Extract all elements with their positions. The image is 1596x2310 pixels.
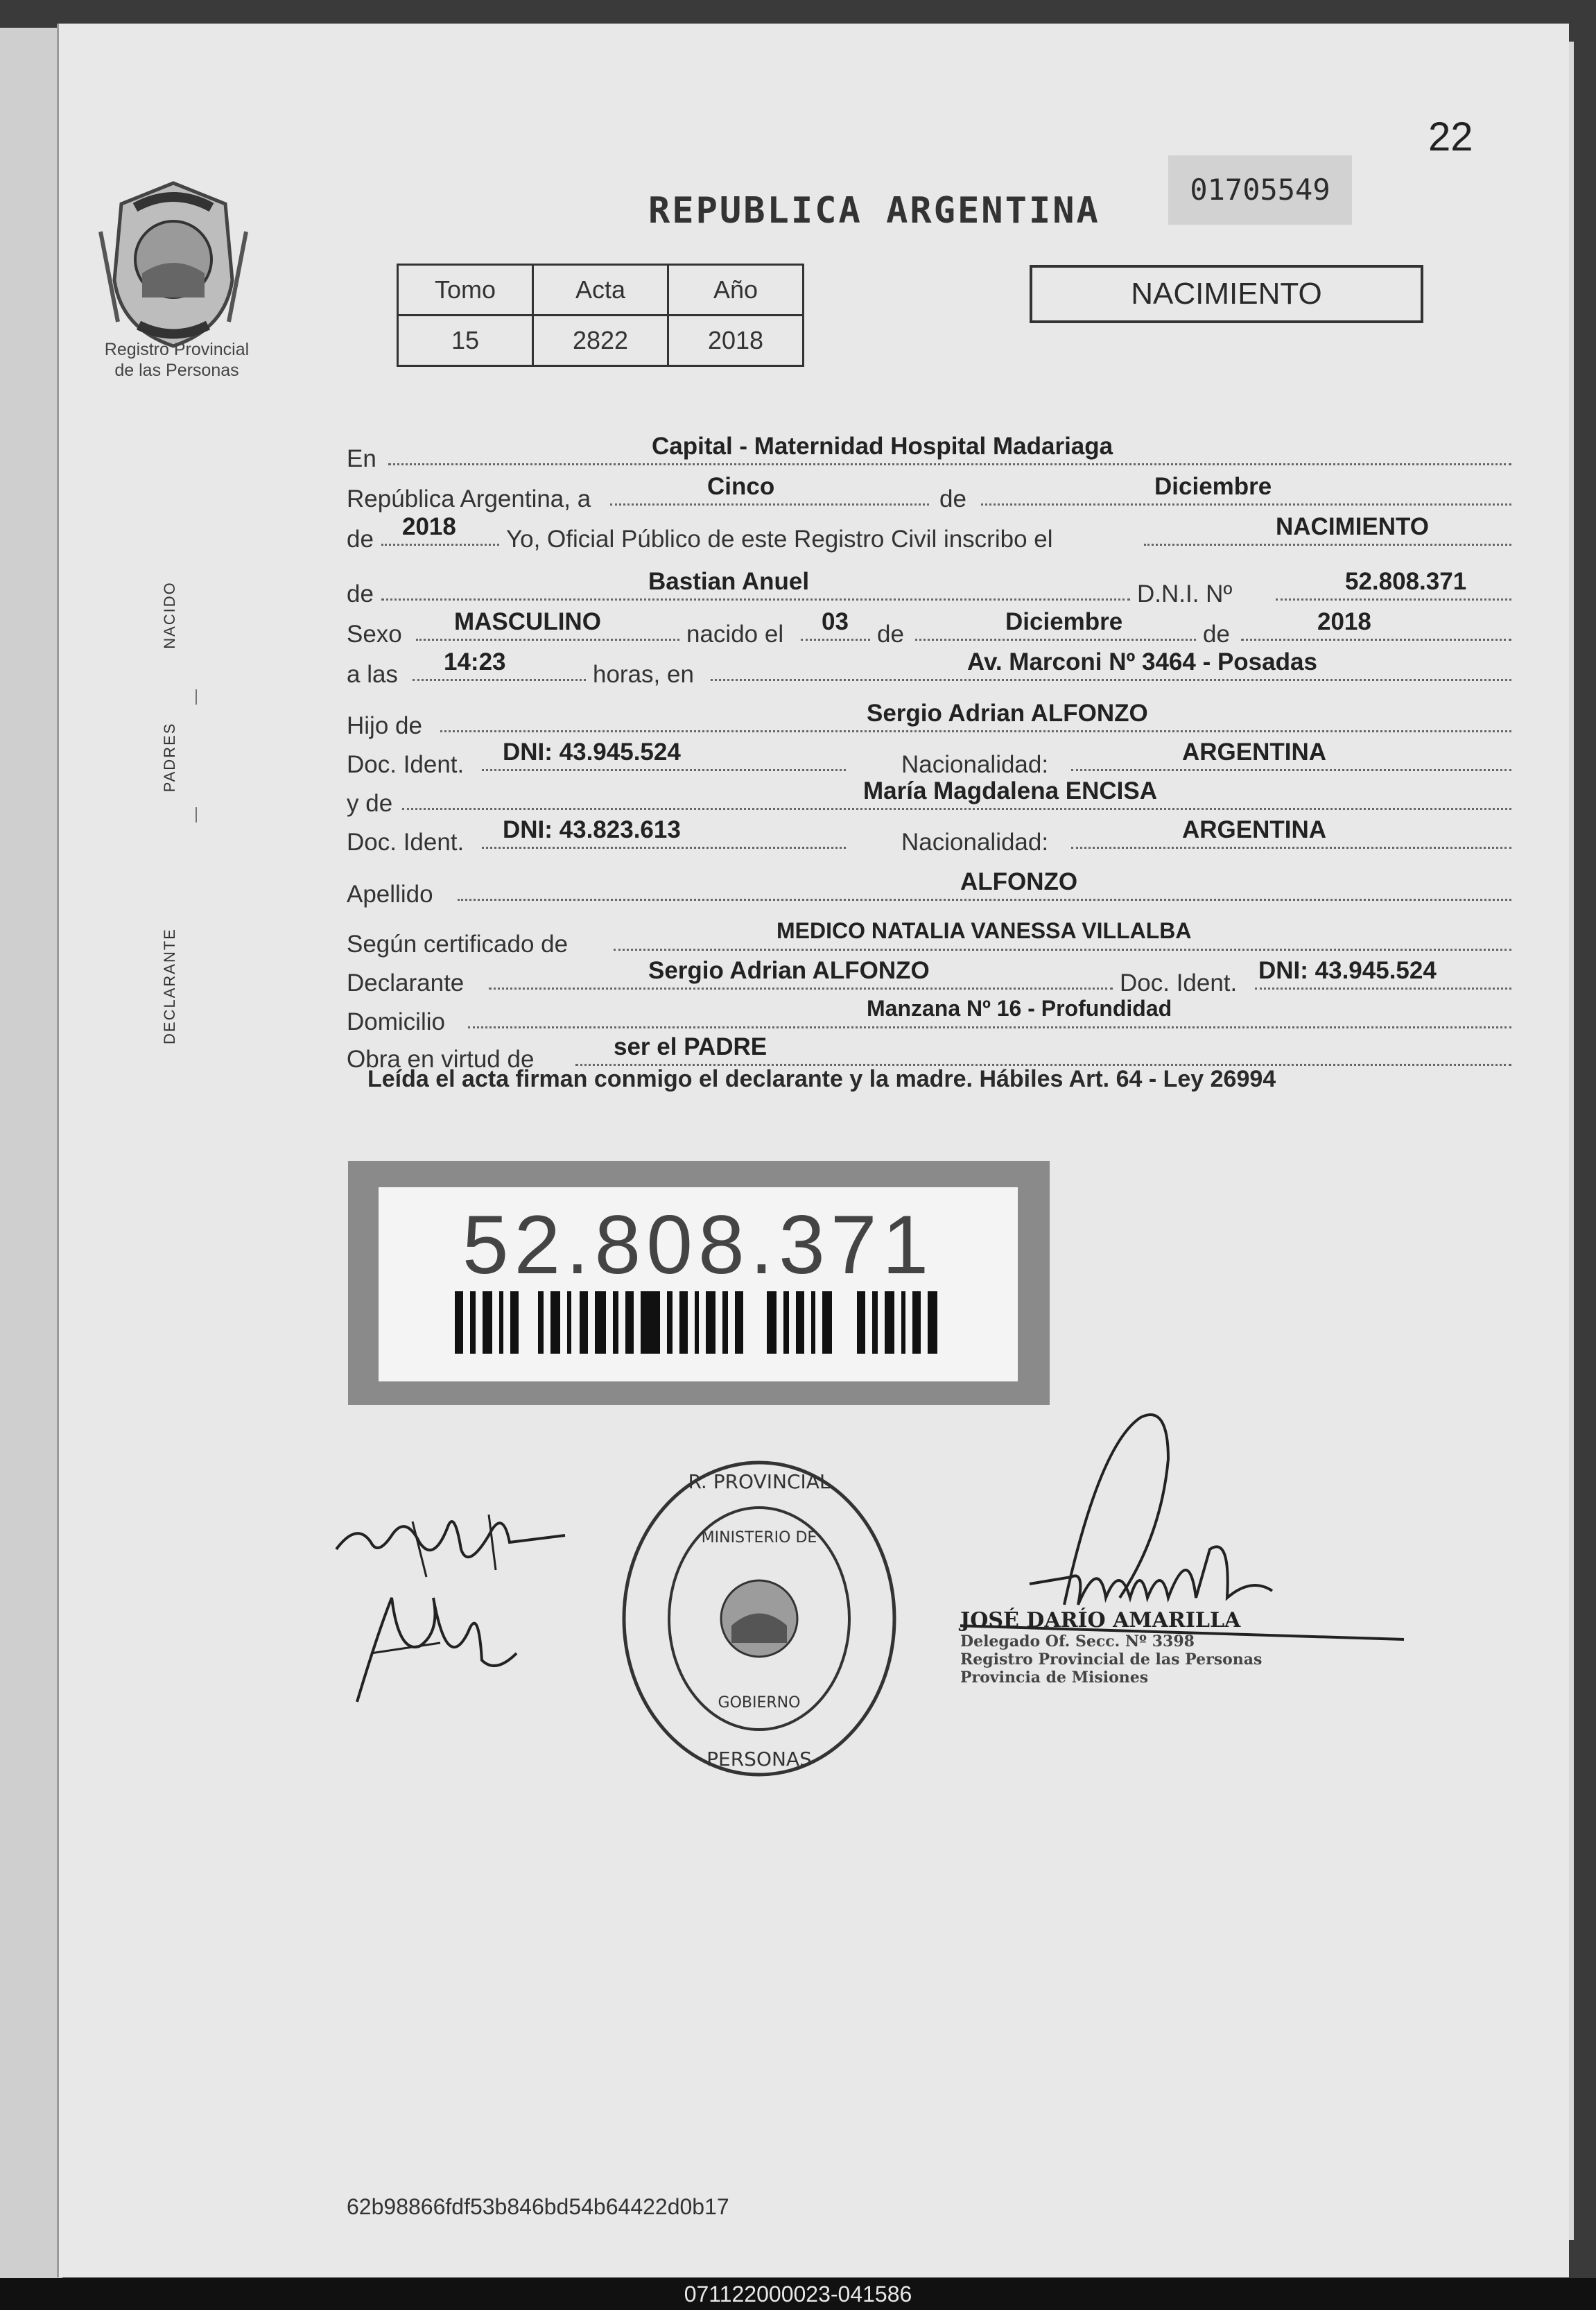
- section-label-nacido: NACIDO: [161, 581, 178, 649]
- section-divider: [196, 807, 197, 822]
- row-madre-doc: [347, 816, 1525, 858]
- value-anio-inscripcion: 2018: [402, 513, 456, 540]
- value-lugar: Capital - Maternidad Hospital Madariaga: [652, 433, 1113, 460]
- dotted-line: [489, 988, 1113, 990]
- label-dni: D.N.I. Nº: [1137, 580, 1233, 607]
- official-title: Delegado Of. Secc. Nº 3398: [960, 1632, 1195, 1650]
- value-certificado: MEDICO NATALIA VANESSA VILLALBA: [777, 918, 1192, 943]
- row-hora-lugar: [347, 648, 1525, 690]
- row-lugar: [347, 433, 1525, 474]
- document-page: [57, 24, 1569, 2277]
- dotted-line: [416, 639, 679, 641]
- official-seal-icon: [614, 1452, 905, 1785]
- official-name: JOSÉ DARÍO AMARILLA: [960, 1608, 1241, 1632]
- dotted-line: [381, 598, 1130, 601]
- official-block: [960, 1608, 1262, 1687]
- value-dni: 52.808.371: [1345, 568, 1467, 595]
- row-fecha-inscripcion: [347, 473, 1525, 515]
- register-table-values: [398, 316, 804, 366]
- book-left-edge: [0, 28, 62, 2282]
- label-horas-en: horas, en: [593, 661, 694, 688]
- label-de: de: [347, 580, 374, 607]
- act-type-box: NACIMIENTO: [1030, 265, 1423, 323]
- label-y-de: y de: [347, 790, 393, 817]
- row-nombre: [347, 568, 1525, 610]
- row-padre-doc: [347, 739, 1525, 780]
- value-padre-dni: DNI: 43.945.524: [503, 739, 681, 766]
- dni-barcode-sticker: [348, 1161, 1050, 1405]
- value-anio: 2018: [668, 316, 804, 366]
- value-tipo-acta: NACIMIENTO: [1276, 513, 1430, 540]
- dotted-line: [1144, 544, 1511, 546]
- row-apellido: [347, 868, 1525, 910]
- dotted-line: [458, 899, 1511, 901]
- serial-number: 01705549: [1168, 155, 1352, 225]
- header-acta: Acta: [533, 265, 668, 316]
- label-yo-oficial: Yo, Oficial Público de este Registro Civil inscribo el: [506, 526, 1053, 553]
- registry-caption-line2: de las Personas: [114, 361, 239, 380]
- label-hijo-de: Hijo de: [347, 712, 422, 739]
- official-office: Registro Provincial de las Personas: [960, 1650, 1263, 1669]
- bottom-code: 071122000023-041586: [684, 2282, 912, 2307]
- section-divider: [196, 689, 197, 705]
- dotted-line: [1071, 847, 1511, 849]
- barcode-icon: [455, 1291, 940, 1354]
- value-padre: Sergio Adrian ALFONZO: [867, 700, 1148, 727]
- value-lugar-nacimiento: Av. Marconi Nº 3464 - Posadas: [967, 648, 1317, 675]
- label-a-las: a las: [347, 661, 398, 688]
- value-madre-dni: DNI: 43.823.613: [503, 816, 681, 843]
- label-nacionalidad: Nacionalidad:: [901, 829, 1049, 856]
- value-madre: María Magdalena ENCISA: [863, 777, 1157, 804]
- register-table-header: [398, 265, 804, 316]
- label-doc-ident: Doc. Ident.: [1120, 969, 1238, 997]
- dotted-line: [482, 847, 846, 849]
- value-dia-inscripcion: Cinco: [707, 473, 775, 500]
- section-label-padres: PADRES: [161, 722, 178, 793]
- document-hash: 62b98866fdf53b846bd54b64422d0b17: [347, 2194, 729, 2219]
- registry-caption-line1: Registro Provincial: [104, 340, 250, 359]
- dotted-line: [614, 949, 1511, 951]
- dotted-line: [1071, 769, 1511, 771]
- label-de: de: [1203, 621, 1230, 648]
- label-declarante: Declarante: [347, 969, 465, 997]
- row-domicilio: [347, 996, 1525, 1037]
- declarant-signature-icon: [329, 1494, 579, 1716]
- value-virtud: ser el PADRE: [614, 1033, 767, 1060]
- label-nacionalidad: Nacionalidad:: [901, 751, 1049, 778]
- seal-text: PERSONAS: [706, 1748, 812, 1770]
- seal-text: R. PROVINCIAL: [688, 1470, 831, 1493]
- dotted-line: [402, 808, 1511, 810]
- seal-inner-text: MINISTERIO DE: [701, 1529, 817, 1546]
- label-de: de: [347, 526, 374, 553]
- dotted-line: [482, 769, 846, 771]
- value-mes-inscripcion: Diciembre: [1154, 473, 1272, 500]
- section-label-declarante: DECLARANTE: [161, 928, 178, 1044]
- label-doc-ident: Doc. Ident.: [347, 751, 465, 778]
- value-domicilio: Manzana Nº 16 - Profundidad: [867, 996, 1172, 1021]
- register-table: [397, 264, 804, 367]
- dotted-line: [801, 639, 870, 641]
- row-certificado: [347, 918, 1525, 960]
- label-en: En: [347, 445, 376, 472]
- official-province: Provincia de Misiones: [960, 1669, 1149, 1687]
- dotted-line: [1255, 988, 1511, 990]
- dotted-line: [413, 679, 586, 681]
- row-sexo-nacimiento: [347, 608, 1525, 650]
- value-mes-nacimiento: Diciembre: [1005, 608, 1123, 635]
- label-doc-ident: Doc. Ident.: [347, 829, 465, 856]
- label-de: de: [877, 621, 904, 648]
- value-sexo: MASCULINO: [454, 608, 601, 635]
- dotted-line: [440, 730, 1511, 732]
- row-madre: [347, 777, 1525, 819]
- page-number: 22: [1428, 114, 1473, 160]
- row-declarante: [347, 957, 1525, 999]
- value-declarante: Sergio Adrian ALFONZO: [648, 957, 930, 984]
- dotted-line: [468, 1026, 1511, 1028]
- row-inscripcion: [347, 513, 1525, 555]
- seal-inner-text: GOBIERNO: [718, 1694, 801, 1712]
- row-padre: [347, 700, 1525, 741]
- label-obra-en-virtud: Obra en virtud de: [347, 1046, 535, 1073]
- barcode-number: 52.808.371: [462, 1198, 935, 1291]
- label-republica: República Argentina, a: [347, 485, 591, 512]
- dotted-line: [915, 639, 1196, 641]
- dotted-line: [610, 503, 929, 506]
- value-acta: 2822: [533, 316, 668, 366]
- label-segun-certificado: Según certificado de: [347, 931, 569, 958]
- label-sexo: Sexo: [347, 621, 402, 648]
- header-anio: Año: [668, 265, 804, 316]
- value-tomo: 15: [398, 316, 533, 366]
- value-madre-nacionalidad: ARGENTINA: [1182, 816, 1327, 843]
- bottom-bar: [0, 2278, 1596, 2310]
- value-declarante-dni: DNI: 43.945.524: [1258, 957, 1437, 984]
- label-apellido: Apellido: [347, 881, 433, 908]
- value-apellido: ALFONZO: [960, 868, 1078, 895]
- registry-caption: [73, 339, 281, 381]
- dotted-line: [1241, 639, 1511, 641]
- barcode-label: [379, 1187, 1018, 1381]
- dotted-line: [381, 544, 499, 546]
- label-domicilio: Domicilio: [347, 1008, 445, 1035]
- dotted-line: [711, 679, 1511, 681]
- label-de: de: [939, 485, 966, 512]
- value-anio-nacimiento: 2018: [1317, 608, 1371, 635]
- closing-note: Leída el acta firman conmigo el declarante y la madre. Hábiles Art. 64 - Ley 26994: [367, 1066, 1276, 1092]
- label-nacido-el: nacido el: [686, 621, 784, 648]
- provincial-emblem-icon: [87, 176, 260, 356]
- dotted-line: [981, 503, 1511, 506]
- header-tomo: Tomo: [398, 265, 533, 316]
- value-padre-nacionalidad: ARGENTINA: [1182, 739, 1327, 766]
- value-hora: 14:23: [444, 648, 506, 675]
- value-dia-nacimiento: 03: [822, 608, 849, 635]
- dotted-line: [1276, 598, 1511, 601]
- value-nombre: Bastian Anuel: [648, 568, 810, 595]
- dotted-line: [388, 463, 1511, 465]
- country-title: REPUBLICA ARGENTINA: [648, 190, 1100, 232]
